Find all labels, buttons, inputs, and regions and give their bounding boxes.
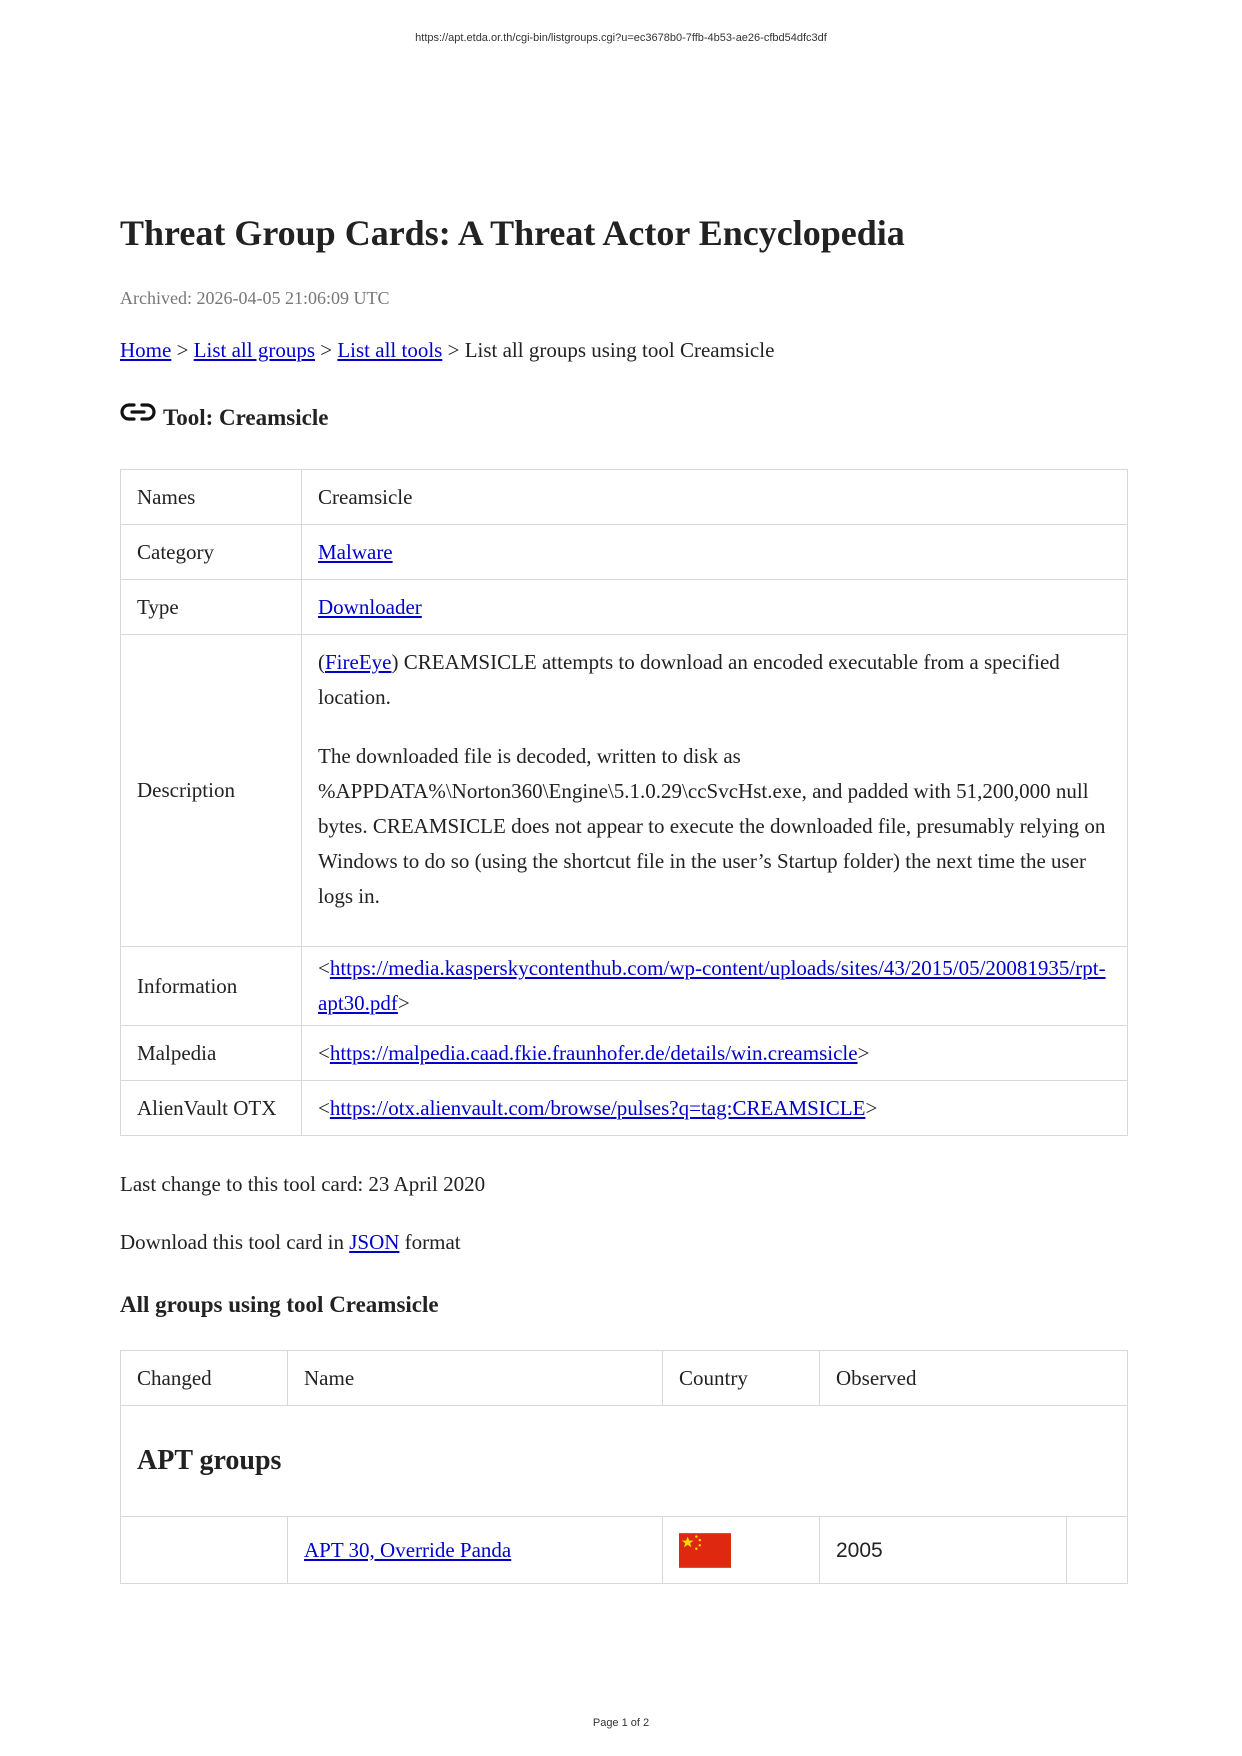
table-row [121, 470, 1128, 525]
section-cell [121, 1406, 1128, 1517]
extra-cell [1067, 1517, 1128, 1584]
breadcrumb-current: List all groups using tool Creamsicle [464, 338, 775, 362]
description-paren: ( [318, 650, 325, 674]
angle-open: < [318, 1095, 330, 1120]
table-header-row [121, 1351, 1128, 1406]
breadcrumb-list-groups-link[interactable]: List all groups [193, 338, 315, 362]
print-url: https://apt.etda.or.th/cgi-bin/listgroups.cgi?u=ec3678b0-7ffb-4b53-ae26-cfbd54dfc3df [415, 32, 827, 44]
observed-year: 2005 [836, 1538, 883, 1562]
breadcrumb-list-tools-link[interactable]: List all tools [337, 338, 443, 362]
column-header-name: Name [288, 1351, 663, 1406]
fireeye-source-link[interactable]: FireEye [325, 650, 392, 674]
otx-cell [302, 1081, 1128, 1136]
category-label: Category [121, 525, 302, 580]
table-row [121, 947, 1128, 1026]
angle-open: < [318, 1040, 330, 1065]
group-link[interactable]: APT 30, Override Panda [304, 1537, 512, 1562]
country-cell [663, 1517, 820, 1584]
angle-close: > [397, 991, 410, 1015]
description-cell [302, 635, 1128, 947]
tool-info-table [120, 469, 1128, 1136]
flag-small-star [699, 1544, 701, 1546]
description-text: ) CREAMSICLE attempts to download an encoded executable from a specified location. [318, 650, 1060, 709]
section-title: APT groups [137, 1445, 282, 1476]
breadcrumb-separator: > [315, 338, 338, 362]
otx-label: AlienVault OTX [121, 1081, 302, 1136]
flag-small-star [699, 1538, 701, 1540]
tool-heading [120, 401, 328, 431]
type-cell [302, 580, 1128, 635]
download-line [120, 1230, 461, 1255]
last-change-text: Last change to this tool card: 23 April 2020 [120, 1172, 486, 1196]
json-download-link[interactable]: JSON [349, 1230, 400, 1254]
description-paragraph [318, 645, 1111, 715]
link-icon [120, 401, 156, 423]
table-row [121, 580, 1128, 635]
angle-close: > [857, 1040, 870, 1065]
archived-timestamp: Archived: 2026-04-05 21:06:09 UTC [120, 288, 390, 308]
malpedia-link[interactable]: https://malpedia.caad.fkie.fraunhofer.de/details/win.creamsicle [329, 1040, 858, 1065]
breadcrumb-separator: > [171, 338, 194, 362]
information-label: Information [121, 947, 302, 1026]
malpedia-label: Malpedia [121, 1026, 302, 1081]
description-label: Description [121, 635, 302, 947]
tool-heading-text: Tool: Creamsicle [163, 405, 329, 430]
column-header-country: Country [663, 1351, 820, 1406]
column-header-changed: Changed [121, 1351, 288, 1406]
angle-open: < [318, 956, 330, 980]
groups-heading: All groups using tool Creamsicle [120, 1292, 439, 1317]
changed-cell [121, 1517, 288, 1584]
breadcrumb-separator: > [442, 338, 465, 362]
description-paragraph: The downloaded file is decoded, written to disk as %APPDATA%\Norton360\Engine\5.1.0.29\ccSvcHst.exe, and padded with 51,200,000 null bytes. CREAMSICLE does not appear to execute the downloaded file, presumably relying on Windows to do so (using the shortcut file in the user’s Startup folder) the next time the user logs in. [318, 744, 1106, 908]
name-cell [288, 1517, 663, 1584]
flag-small-star [695, 1535, 697, 1537]
category-link[interactable]: Malware [318, 539, 393, 564]
column-header-observed: Observed [820, 1351, 1128, 1406]
observed-cell [820, 1517, 1067, 1584]
flag-field [679, 1533, 731, 1568]
download-suffix: format [399, 1230, 461, 1254]
names-value: Creamsicle [302, 470, 1128, 525]
type-label: Type [121, 580, 302, 635]
names-label: Names [121, 470, 302, 525]
category-cell [302, 525, 1128, 580]
table-row [121, 635, 1128, 947]
information-link[interactable]: https://media.kasperskycontenthub.com/wp-content/uploads/sites/43/2015/05/20081935/rpt-apt30.pdf [318, 956, 1106, 1015]
malpedia-cell [302, 1026, 1128, 1081]
page-number: Page 1 of 2 [592, 1717, 650, 1729]
table-row [121, 1517, 1128, 1584]
breadcrumb-home-link[interactable]: Home [120, 338, 172, 362]
table-row [121, 1081, 1128, 1136]
download-prefix: Download this tool card in [120, 1230, 350, 1254]
table-row [121, 1026, 1128, 1081]
otx-link[interactable]: https://otx.alienvault.com/browse/pulses?q=tag:CREAMSICLE [329, 1095, 866, 1120]
page-title: Threat Group Cards: A Threat Actor Encyclopedia [120, 213, 905, 253]
table-row [121, 525, 1128, 580]
groups-table [120, 1350, 1128, 1584]
information-cell [302, 947, 1128, 1026]
flag-small-star [695, 1547, 697, 1549]
type-link[interactable]: Downloader [318, 594, 422, 619]
section-row [121, 1406, 1128, 1517]
angle-close: > [865, 1095, 878, 1120]
breadcrumb [120, 338, 774, 363]
china-flag-icon [679, 1533, 731, 1568]
